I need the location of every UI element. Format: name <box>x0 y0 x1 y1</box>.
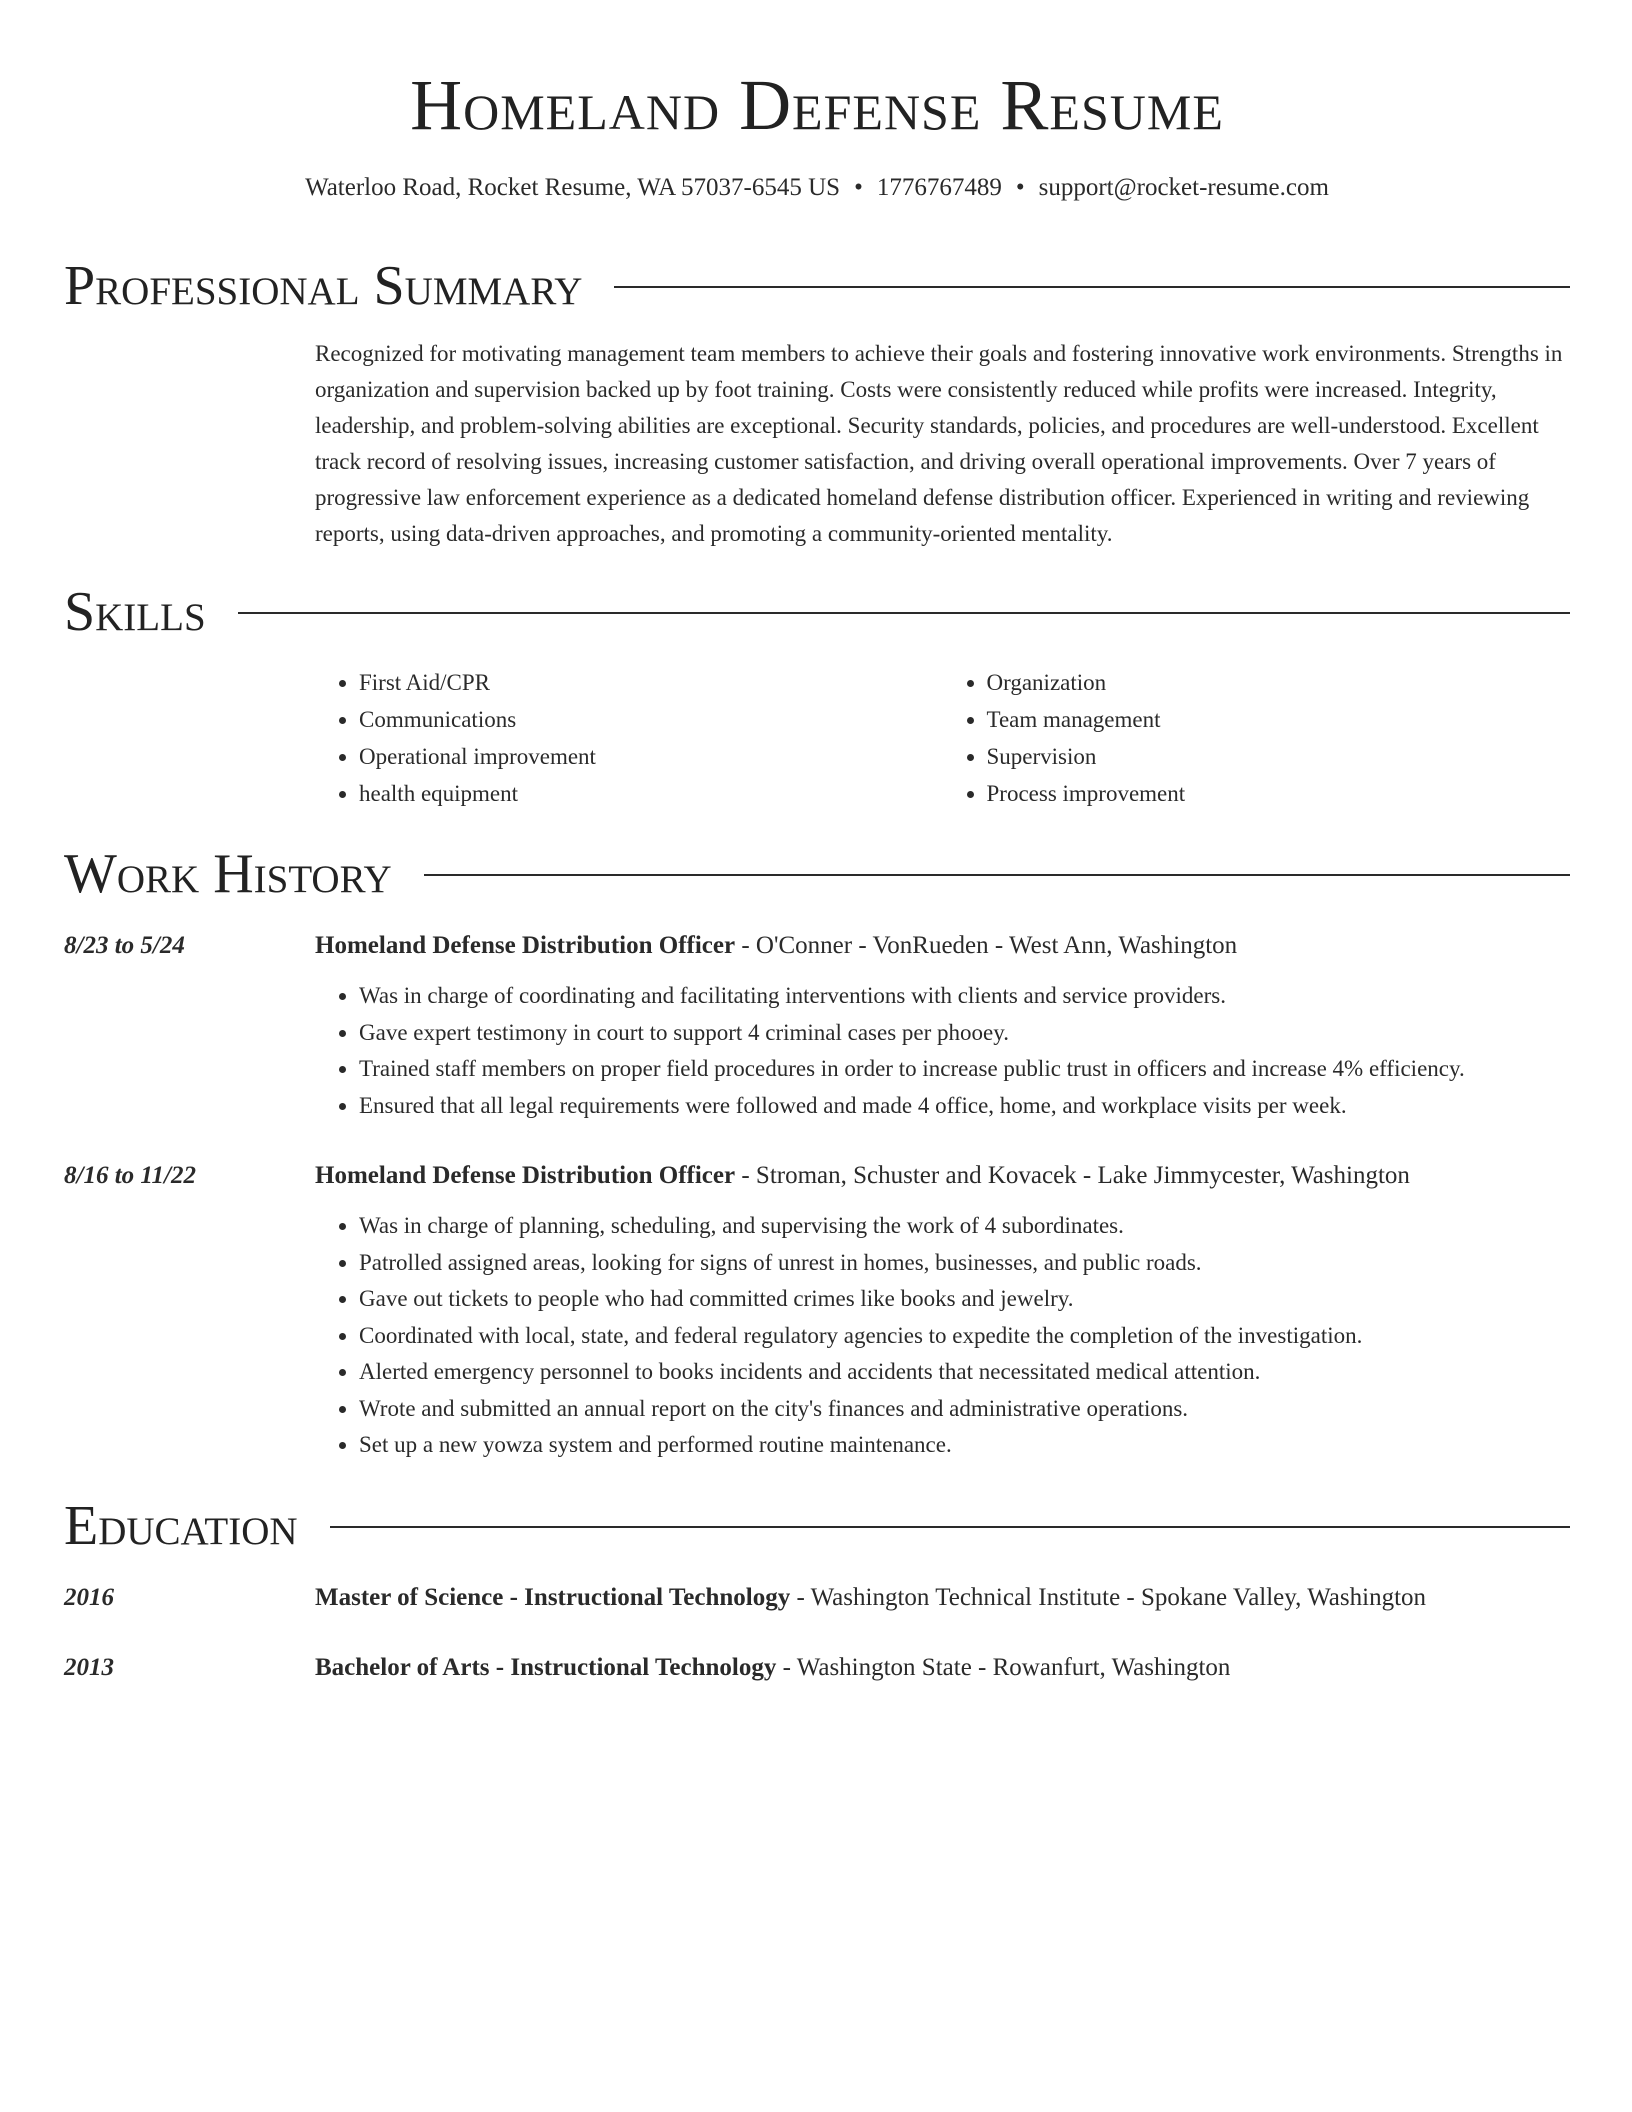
job-header <box>64 928 1570 964</box>
education-details: - Washington State - Rowanfurt, Washington <box>776 1653 1231 1681</box>
job-entry <box>64 1158 1570 1464</box>
job-bullet: • Alerted emergency personnel to books incidents and accidents that necessitated medical attention. <box>359 1354 1570 1391</box>
skill-item: • Team management <box>987 701 1571 738</box>
job-bullets <box>315 978 1570 1124</box>
job-dates: 8/16 to 11/22 <box>64 1162 196 1189</box>
education-year: 2016 <box>64 1583 114 1611</box>
skills-heading: Skills <box>64 581 206 643</box>
section-divider <box>330 1526 1570 1528</box>
education-year: 2013 <box>64 1653 114 1681</box>
work-history-section <box>64 842 1570 1464</box>
section-divider <box>614 286 1570 288</box>
section-header <box>64 842 1570 906</box>
education-line <box>315 1580 1570 1616</box>
skills-column-left <box>315 664 943 812</box>
job-bullet: • Patrolled assigned areas, looking for signs of unrest in homes, businesses, and public roads. <box>359 1245 1570 1282</box>
contact-address: Waterloo Road, Rocket Resume, WA 57037-6545 US <box>305 174 841 201</box>
job-details: - O'Conner - VonRueden - West Ann, Washington <box>735 932 1238 959</box>
skill-item: • Process improvement <box>987 775 1571 812</box>
education-degree: Bachelor of Arts - Instructional Technology <box>315 1653 777 1681</box>
skills-grid <box>315 664 1570 812</box>
skill-item: • Organization <box>987 664 1571 701</box>
skill-item: • Operational improvement <box>359 738 943 775</box>
job-title: Homeland Defense Distribution Officer <box>315 1162 736 1189</box>
education-row <box>64 1580 1570 1616</box>
bullet-separator: • <box>1015 174 1025 201</box>
job-entry <box>64 928 1570 1124</box>
section-divider <box>424 874 1570 876</box>
education-entry <box>64 1650 1570 1686</box>
job-bullets <box>315 1208 1570 1464</box>
section-header <box>64 580 1570 644</box>
contact-phone: 1776767489 <box>876 174 1002 201</box>
job-bullet: • Gave expert testimony in court to support 4 criminal cases per phooey. <box>359 1015 1570 1052</box>
job-bullet: • Set up a new yowza system and performed routine maintenance. <box>359 1427 1570 1464</box>
bullet-separator: • <box>854 174 863 201</box>
education-line <box>315 1650 1570 1686</box>
summary-heading: Professional Summary <box>64 255 583 317</box>
job-dates: 8/23 to 5/24 <box>64 932 185 959</box>
skills-column-right <box>943 664 1571 812</box>
job-title-line <box>315 928 1570 964</box>
section-header <box>64 1494 1570 1558</box>
job-bullet: • Was in charge of coordinating and facilitating interventions with clients and service providers. <box>359 978 1570 1015</box>
job-title: Homeland Defense Distribution Officer <box>315 932 736 959</box>
job-bullet: • Was in charge of planning, scheduling, and supervising the work of 4 subordinates. <box>359 1208 1570 1245</box>
skill-item: • Supervision <box>987 738 1571 775</box>
job-bullet: • Coordinated with local, state, and federal regulatory agencies to expedite the completion of the investigation. <box>359 1318 1570 1355</box>
job-bullet: • Ensured that all legal requirements were followed and made 4 office, home, and workplace visits per week. <box>359 1088 1570 1125</box>
work-history-heading: Work History <box>64 843 392 905</box>
education-details: - Washington Technical Institute - Spokane Valley, Washington <box>790 1583 1427 1611</box>
resume-page <box>64 0 1570 1686</box>
summary-text: Recognized for motivating management team members to achieve their goals and fostering innovative work environments. Strengths in organization and supervision backed up by foot training. Costs were consistently reduced while profits were increased. Integrity, leadership, and problem-solving abilities are exceptional. Security standards, policies, and procedures are well-understood. Excellent track record of resolving issues, increasing customer satisfaction, and driving overall operational improvements. Over 7 years of progressive law enforcement experience as a dedicated homeland defense distribution officer. Experienced in writing and reviewing reports, using data-driven approaches, and promoting a community-oriented mentality. <box>315 341 1563 546</box>
education-degree: Master of Science - Instructional Technology <box>315 1583 791 1611</box>
job-bullet: • Gave out tickets to people who had committed crimes like books and jewelry. <box>359 1281 1570 1318</box>
education-entry <box>64 1580 1570 1616</box>
section-header <box>64 254 1570 318</box>
job-bullet: • Wrote and submitted an annual report on the city's finances and administrative operations. <box>359 1391 1570 1428</box>
summary-section <box>64 254 1570 552</box>
job-bullet: • Trained staff members on proper field procedures in order to increase public trust in officers and increase 4% efficiency. <box>359 1051 1570 1088</box>
contact-email: support@rocket-resume.com <box>1038 174 1329 201</box>
education-heading: Education <box>64 1494 298 1557</box>
job-header <box>64 1158 1570 1194</box>
skills-section <box>64 580 1570 812</box>
resume-name: Homeland Defense Resume <box>410 65 1224 145</box>
job-title-line <box>315 1158 1570 1194</box>
contact-line <box>64 172 1570 204</box>
job-details: - Stroman, Schuster and Kovacek - Lake Jimmycester, Washington <box>735 1162 1410 1189</box>
education-section <box>64 1494 1570 1686</box>
skill-item: • health equipment <box>359 775 943 812</box>
skill-item: • First Aid/CPR <box>359 664 943 701</box>
skill-item: • Communications <box>359 701 943 738</box>
education-row <box>64 1650 1570 1686</box>
section-divider <box>238 612 1570 614</box>
